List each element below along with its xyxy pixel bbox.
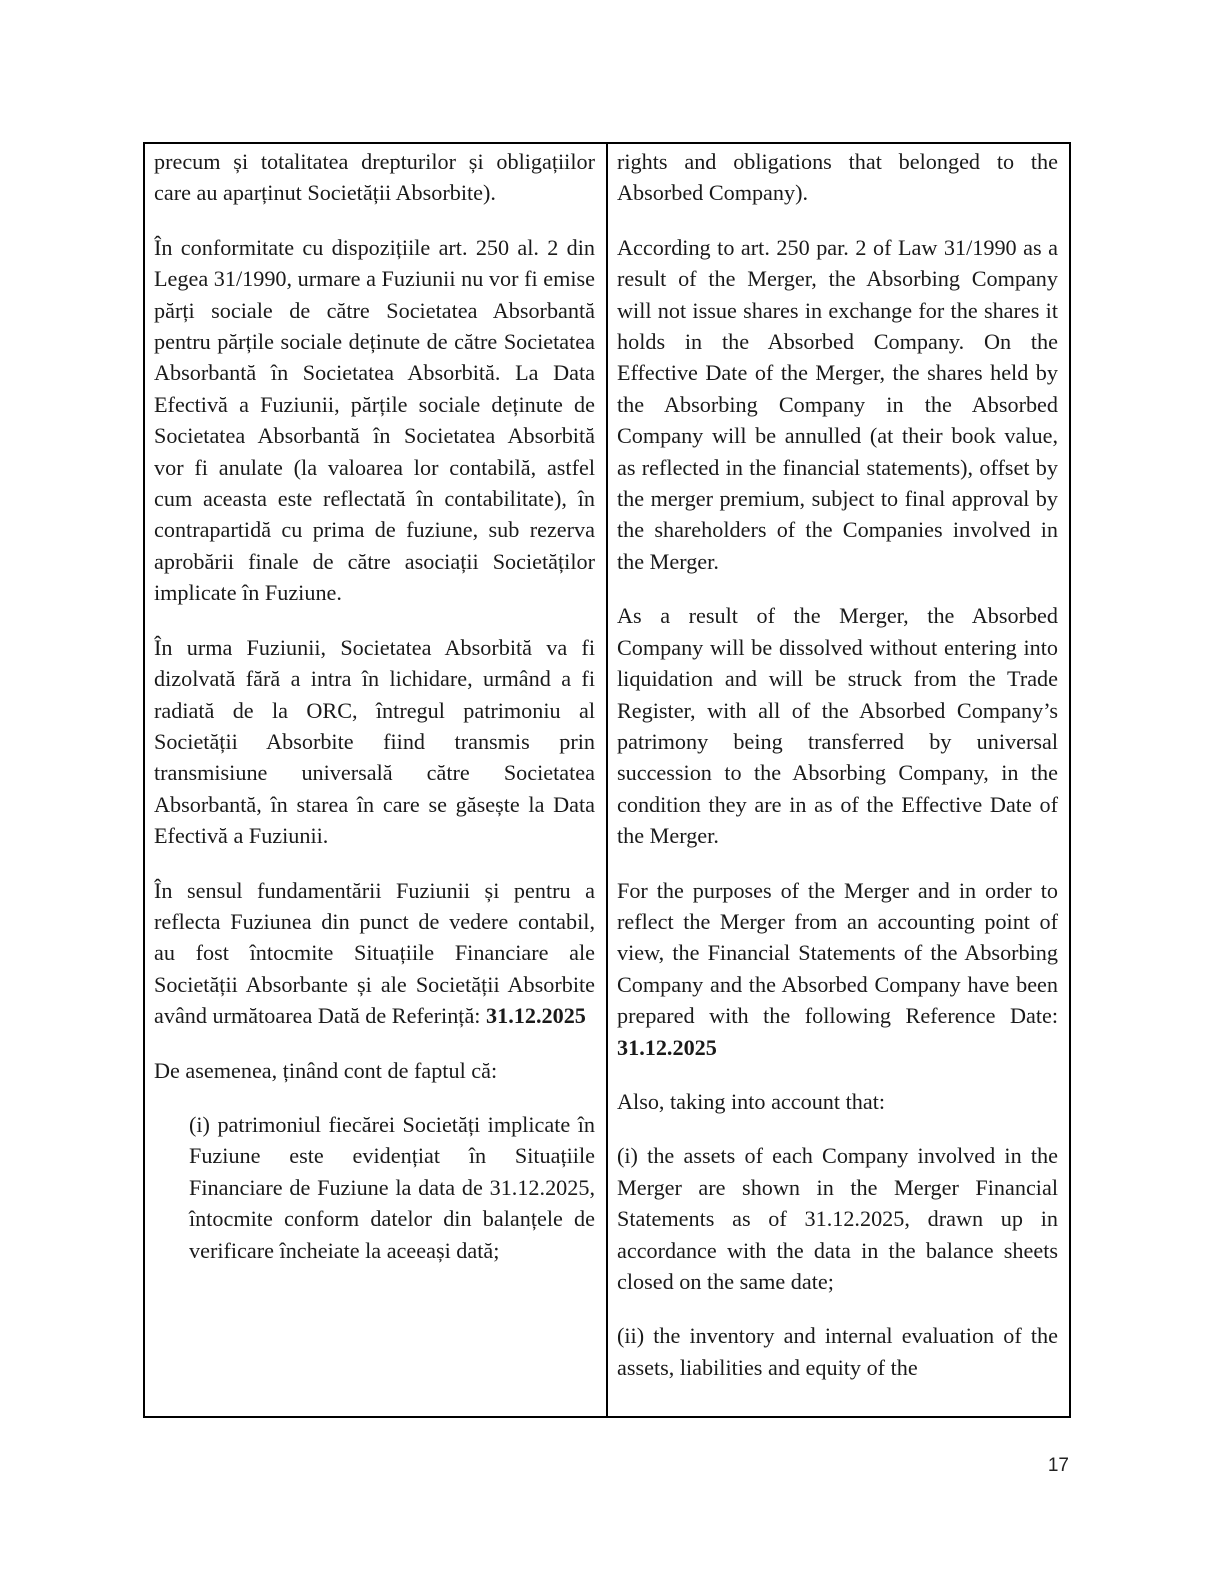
paragraph: De asemenea, ținând cont de faptul că: xyxy=(154,1057,498,1083)
bilingual-table xyxy=(143,142,1071,1418)
paragraph: În urma Fuziunii, Societatea Absorbită va fi dizolvată fără a intra în lichidare, urmând a fi radiată de la ORC, întregul patrimoniu al Societății Absorbite fiind transmis prin transmisiune universală către Societatea Absorbantă, în starea în care se găsește la Data Efectivă a Fuziunii. xyxy=(154,634,595,849)
paragraph-text: În sensul fundamentării Fuziunii și pentru a reflecta Fuziunea din punct de vedere contabil, au fost întocmite Situațiile Financiare ale Societății Absorbante și ale Societății Absorbite având următoarea Dată de Referință: xyxy=(154,877,595,1029)
list-item: (i) the assets of each Company involved in the Merger are shown in the Merger Financial Statements as of 31.12.2025, drawn up in accordance with the data in the balance sheets closed on the same date; xyxy=(617,1143,1058,1294)
paragraph: rights and obligations that belonged to the Absorbed Company). xyxy=(617,149,1058,206)
paragraph: Also, taking into account that: xyxy=(617,1088,886,1114)
paragraph: As a result of the Merger, the Absorbed Company will be dissolved without entering into liquidation and will be struck from the Trade Register, with all of the Absorbed Company’s patrimony being transferred by universal succession to the Absorbing Company, in the condition they are in as of the Effective Date of the Merger. xyxy=(617,603,1058,849)
list-item: (ii) the inventory and internal evaluation of the assets, liabilities and equity of the xyxy=(617,1323,1058,1380)
list-item: (i) patrimoniul fiecărei Societăți implicate în Fuziune este evidențiat în Situațiile Financiare de Fuziune la data de 31.12.2025, întocmite conform datelor din balanțele de verificare încheiate la aceeași dată; xyxy=(189,1111,595,1263)
paragraph: precum și totalitatea drepturilor și obligațiilor care au aparținut Societății Absorbite). xyxy=(154,149,595,206)
romanian-column xyxy=(145,144,608,1416)
english-column xyxy=(608,144,1069,1416)
page-number: 17 xyxy=(1047,1455,1069,1476)
paragraph-text: For the purposes of the Merger and in order to reflect the Merger from an accounting point of view, the Financial Statements of the Absorbing Company and the Absorbed Company have been prepared with the following Reference Date: xyxy=(617,877,1058,1029)
reference-date: 31.12.2025 xyxy=(617,1034,717,1060)
paragraph xyxy=(154,875,595,1032)
paragraph: According to art. 250 par. 2 of Law 31/1990 as a result of the Merger, the Absorbing Company will not issue shares in exchange for the shares it holds in the Absorbed Company. On the Effective Date of the Merger, the shares held by the Absorbing Company in the Absorbed Company will be annulled (at their book value, as reflected in the financial statements), offset by the merger premium, subject to final approval by the shareholders of the Companies involved in the Merger. xyxy=(617,234,1058,574)
paragraph: În conformitate cu dispozițiile art. 250 al. 2 din Legea 31/1990, urmare a Fuziunii nu vor fi emise părți sociale de către Societatea Absorbantă pentru părțile sociale deținute de către Societatea Absorbantă în Societatea Absorbită. La Data Efectivă a Fuziunii, părțile sociale deținute de Societatea Absorbantă în Societatea Absorbită vor fi anulate (la valoarea lor contabilă, astfel cum aceasta este reflectată în contabilitate), în contrapartidă cu prima de fuziune, sub rezerva aprobării finale de către asociații Societăților implicate în Fuziune. xyxy=(154,234,595,606)
reference-date: 31.12.2025 xyxy=(486,1003,586,1029)
paragraph xyxy=(617,875,1058,1063)
